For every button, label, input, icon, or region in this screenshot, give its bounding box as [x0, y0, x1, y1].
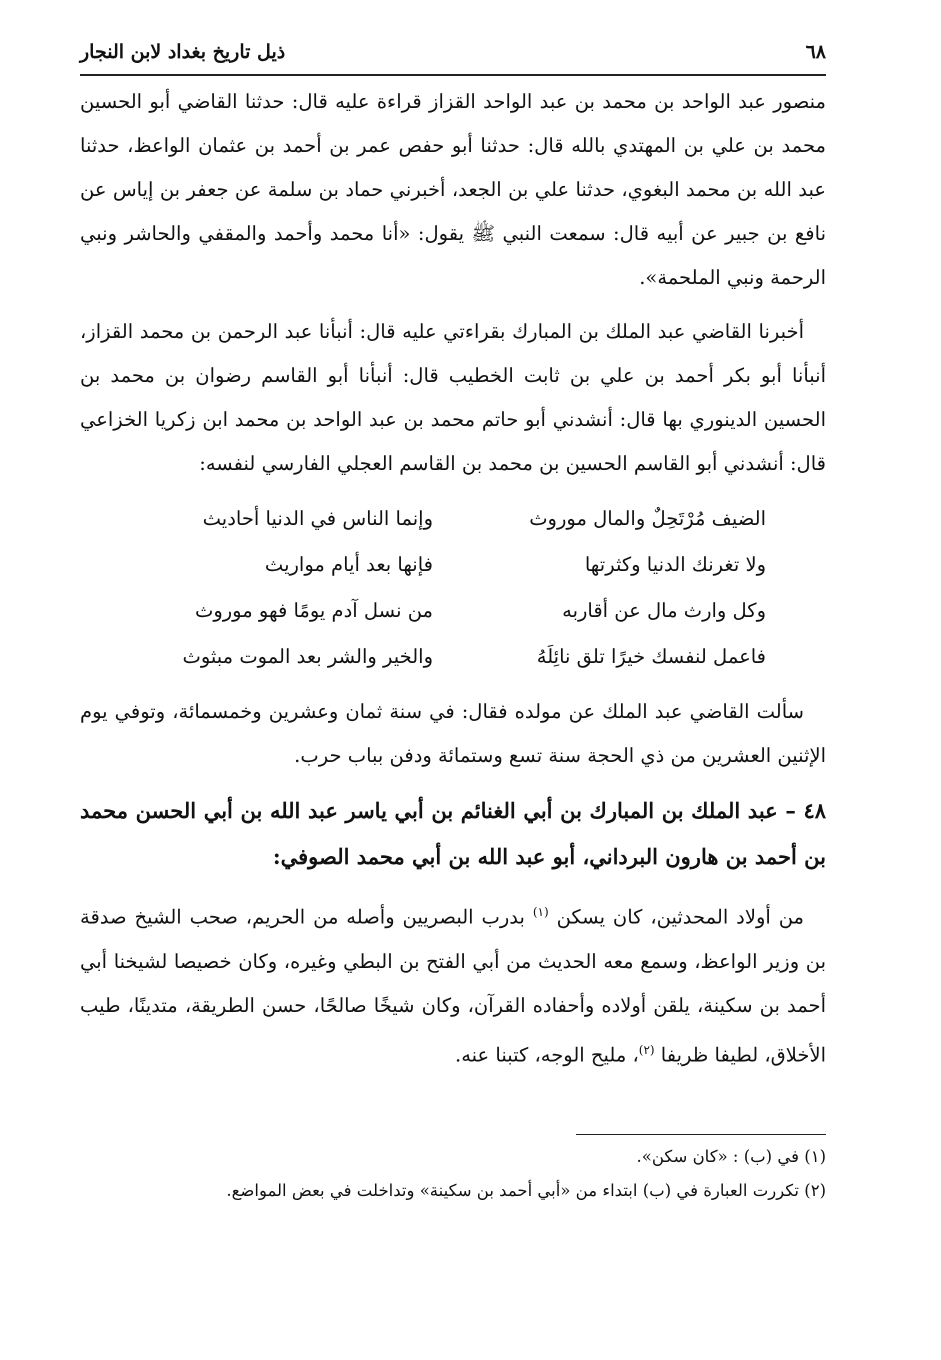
poem-verse-3-second: من نسل آدم يومًا فهو موروث [194, 599, 433, 622]
paragraph-hadith: منصور عبد الواحد بن محمد بن عبد الواحد القزاز قراءة عليه قال: حدثنا القاضي أبو الحسين محمد بن علي بن المهتدي بالله قال: حدثنا أبو حفص عمر بن أحمد بن عثمان الواعظ، حدثنا عبد الله بن محمد البغوي، حدثنا علي بن الجعد، أخبرني حماد بن سلمة عن جعفر بن إياس عن نافع بن جبير عن أبيه قال: سمعت النبي ﷺ يقول: «أنا محمد وأحمد والمقفي والحاشر ونبي الرحمة ونبي الملحمة». [80, 90, 826, 289]
paragraph-isnad: أخبرنا القاضي عبد الملك بن المبارك بقراءتي عليه قال: أنبأنا عبد الرحمن بن محمد القزاز، أنبأنا أبو بكر أحمد بن علي بن ثابت الخطيب قال: أنبأنا أبو القاسم رضوان بن محمد بن الحسين الدينوري بها قال: أنشدني أبو حاتم محمد بن عبد الواحد بن محمد ابن زكريا الخزاعي قال: أنشدني أبو القاسم الحسين بن محمد بن القاسم العجلي الفارسي لنفسه: [80, 320, 826, 475]
entry-text-part-1: من أولاد المحدثين، كان يسكن [556, 905, 804, 929]
page-body [80, 80, 826, 1087]
page-header [80, 30, 826, 76]
footnote-ref-2[interactable]: (٢) [638, 1042, 655, 1057]
poem-verse-1-first: الضيف مُرْتَحِلٌ والمال موروث [529, 507, 766, 530]
poem-verse-1-second: وإنما الناس في الدنيا أحاديث [202, 507, 433, 530]
entry-text-part-3: ، مليح الوجه، كتبنا عنه. [455, 1043, 639, 1066]
running-title: ذيل تاريخ بغداد لابن النجار [80, 41, 286, 63]
footnotes [80, 1140, 826, 1208]
poem-verse-4-first: فاعمل لنفسك خيرًا تلق نائِلَهُ [536, 645, 766, 668]
poem-verse-3-first: وكل وارث مال عن أقاربه [562, 599, 766, 622]
footnote-ref-1[interactable]: (١) [532, 905, 549, 919]
entry-heading: ٤٨ – عبد الملك بن المبارك بن أبي الغنائم بن أبي ياسر عبد الله بن أبي الحسن محمد بن أحمد بن هارون البرداني، أبو عبد الله بن أبي محمد الصوفي: [80, 798, 826, 869]
paragraph-birth-death: سألت القاضي عبد الملك عن مولده فقال: في سنة ثمان وعشرين وخمسمائة، وتوفي يوم الإثنين العشرين من ذي الحجة سنة تسع وستمائة ودفن بباب حرب. [80, 700, 826, 767]
footnote-divider [576, 1134, 826, 1135]
footnote-1: (١) في (ب) : «كان سكن». [636, 1147, 826, 1166]
footnote-2: (٢) تكررت العبارة في (ب) ابتداء من «أبي أحمد بن سكينة» وتداخلت في بعض المواضع. [226, 1181, 826, 1200]
poem-verse-2-first: ولا تغرنك الدنيا وكثرتها [584, 553, 766, 576]
entry-text-part-2: بدرب البصريين وأصله من الحريم، صحب الشيخ صدقة بن وزير الواعظ، وسمع معه الحديث من أبي الفتح بن البطي وغيره، وكان خصيصا لشيخنا أبي أحمد بن سكينة، يلقن أولاده وأحفاده القرآن، وكان شيخًا صالحًا، حسن الطريقة، متدينًا، طيب الأخلاق، لطيفا ظريفا [80, 905, 826, 1066]
page-number: ٦٨ [805, 41, 826, 63]
poem-verse-2-second: فإنها بعد أيام مواريث [264, 553, 433, 576]
poem-verse-4-second: والخير والشر بعد الموت مبثوث [182, 645, 433, 668]
entry-biography [80, 890, 826, 1077]
poem [80, 496, 826, 680]
